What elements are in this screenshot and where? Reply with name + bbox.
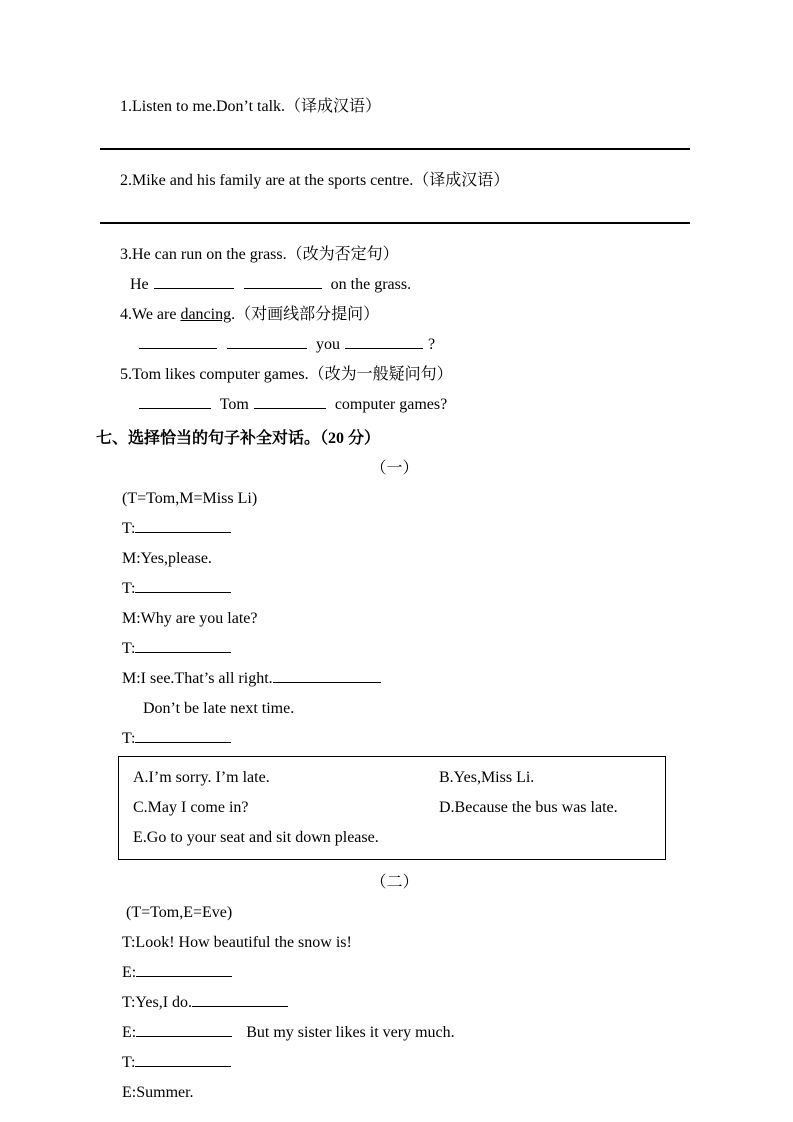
q5-answer-mid: Tom [219,396,249,413]
translation-answer-line-2 [100,222,690,224]
options-row-3 [133,823,651,853]
dialog-2-roles: (T=Tom,E=Eve) [126,904,233,921]
d1-t2-blank [135,578,231,593]
options-row-1 [133,763,651,793]
q3-answer-prefix: He [130,276,149,293]
q5-blank-1 [139,394,211,409]
q4-label-suffix: .（对画线部分提问） [231,306,380,323]
d2-e2-speaker: E: [122,1024,137,1041]
dialog-1-part-label: （一） [370,460,419,477]
question-3-label: 3.He can run on the grass.（改为否定句） [120,246,399,263]
dialog-2-line-e2 [122,1018,693,1048]
d2-e1-speaker: E: [122,964,137,981]
d1-t1-blank [135,518,231,533]
options-box [118,756,666,860]
q3-blank-1 [154,274,234,289]
q4-label-prefix: 4.We are [120,306,181,323]
d1-m3-blank [273,668,381,683]
dialog-1-line-m2: M:Why are you late? [122,610,258,627]
dialog-2-part-label: （二） [370,874,419,891]
q4-underlined-word: dancing [180,306,232,323]
d2-t3-speaker: T: [122,1054,136,1071]
option-c: C.May I come in? [133,799,249,816]
d1-t4-speaker: T: [122,730,136,747]
d1-t4-blank [135,728,231,743]
q3-answer-suffix: on the grass. [330,276,412,293]
q5-answer-suffix: computer games? [334,396,448,413]
question-4-answer [134,330,693,360]
section-7-title: 七、选择恰当的句子补全对话。（20 分） [96,430,381,447]
dialog-1-line-m3 [122,664,693,694]
q3-blank-2 [244,274,322,289]
question-2-label: 2.Mike and his family are at the sports centre.（译成汉语） [120,172,510,189]
d2-e2-blank [136,1022,232,1037]
d1-t1-speaker: T: [122,520,136,537]
dialog-2-line-e1 [122,958,693,988]
dialog-1-line-t1 [122,514,693,544]
question-5-label: 5.Tom likes computer games.（改为一般疑问句） [120,366,453,383]
d1-m3-text: M:I see.That’s all right. [122,670,273,687]
dialog-1-roles: (T=Tom,M=Miss Li) [122,490,258,507]
d1-t2-speaker: T: [122,580,136,597]
dialog-1-line-t2 [122,574,693,604]
d2-t2-text: T:Yes,I do. [122,994,193,1011]
d1-t3-speaker: T: [122,640,136,657]
option-b: B.Yes,Miss Li. [439,769,535,786]
q4-answer-end: ? [428,336,436,353]
d2-e1-blank [136,962,232,977]
question-1-label: 1.Listen to me.Don’t talk.（译成汉语） [120,98,382,115]
dialog-1-line-m1: M:Yes,please. [122,550,212,567]
option-a: A.I’m sorry. I’m late. [133,769,270,786]
question-5-answer [134,390,693,420]
dialog-2-line-e3: E:Summer. [122,1084,194,1101]
dialog-2-line-t1: T:Look! How beautiful the snow is! [122,934,352,951]
d1-t3-blank [135,638,231,653]
dialog-2-line-t2 [122,988,693,1018]
option-e: E.Go to your seat and sit down please. [133,829,379,846]
dialog-1-line-m3-cont: Don’t be late next time. [143,700,295,717]
d2-t2-blank [192,992,288,1007]
d2-t3-blank [135,1052,231,1067]
d2-e2-cont: But my sister likes it very much. [246,1024,455,1041]
option-d: D.Because the bus was late. [439,799,618,816]
options-row-2 [133,793,651,823]
q4-blank-2 [227,334,307,349]
dialog-1-line-t4 [122,724,693,754]
translation-answer-line-1 [100,148,690,150]
q4-blank-1 [139,334,217,349]
q4-blank-3 [345,334,423,349]
dialog-2-line-t3 [122,1048,693,1078]
question-4-label [120,300,693,330]
q5-blank-2 [254,394,326,409]
q4-answer-mid: you [316,336,340,353]
question-3-answer [130,270,693,300]
dialog-1-line-t3 [122,634,693,664]
